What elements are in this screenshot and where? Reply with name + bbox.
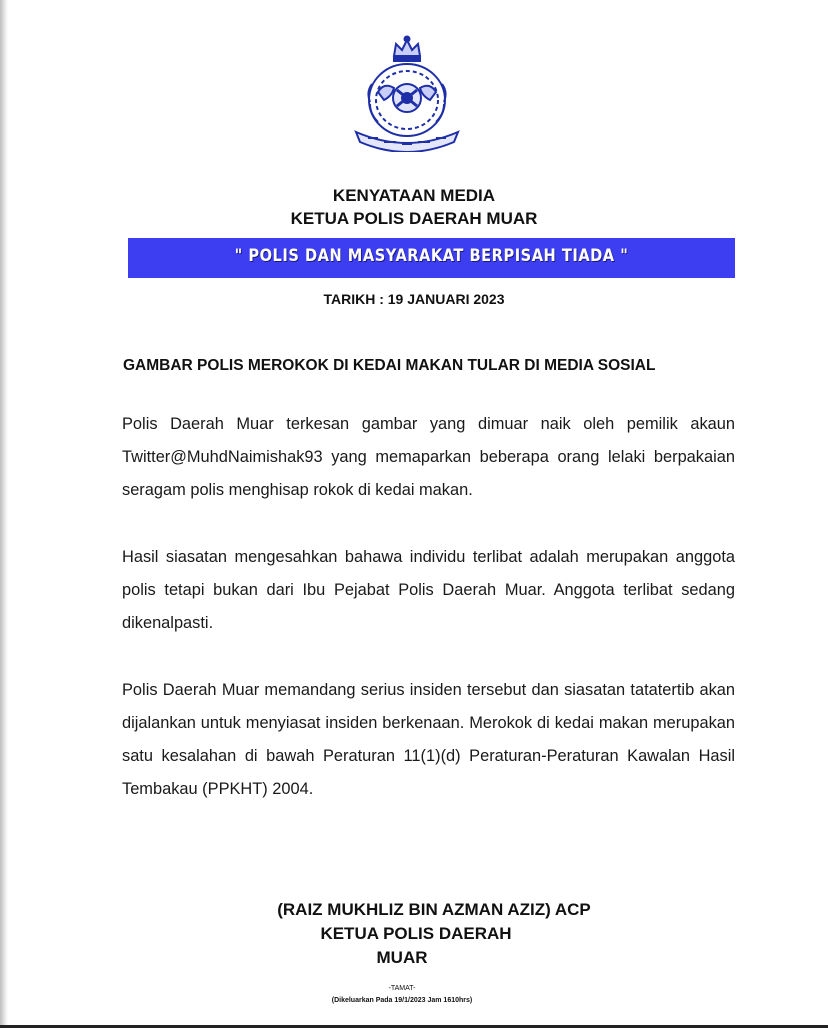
signatory-district: MUAR xyxy=(376,948,428,967)
issued-note: (Dikeluarkan Pada 19/1/2023 Jam 1610hrs) xyxy=(331,997,473,1004)
police-crest-icon xyxy=(348,34,466,152)
end-marker: -TAMAT- xyxy=(388,985,416,992)
signatory-title: KETUA POLIS DAERAH xyxy=(320,924,512,943)
motto-banner xyxy=(128,238,735,278)
statement-subject: GAMBAR POLIS MEROKOK DI KEDAI MAKAN TULAR DI MEDIA SOSIAL xyxy=(123,357,656,374)
header-subtitle: KETUA POLIS DAERAH MUAR xyxy=(290,209,538,228)
paragraph-1: Polis Daerah Muar terkesan gambar yang dimuar naik oleh pemilik akaun Twitter@MuhdNaimishak93 yang memaparkan beberapa orang lelaki berpakaian seragam polis menghisap rokok di kedai makan. xyxy=(122,415,735,499)
statement-date: TARIKH : 19 JANUARI 2023 xyxy=(323,291,505,307)
header-title: KENYATAAN MEDIA xyxy=(332,186,496,205)
paragraph-2: Hasil siasatan mengesahkan bahawa individu terlibat adalah merupakan anggota polis tetapi bukan dari Ibu Pejabat Polis Daerah Muar. Anggota terlibat sedang dikenalpasti. xyxy=(122,548,735,632)
paragraph-3: Polis Daerah Muar memandang serius insiden tersebut dan siasatan tatatertib akan dijalankan untuk menyiasat insiden berkenaan. Merokok di kedai makan merupakan satu kesalahan di bawah Peraturan 11(1)(d) Peraturan-Peraturan Kawalan Hasil Tembakau (PPKHT) 2004. xyxy=(122,681,735,798)
motto-text: " POLIS DAN MASYARAKAT BERPISAH TIADA " xyxy=(234,246,629,266)
page-edge-shadow xyxy=(0,0,8,1028)
signatory-name: (RAIZ MUKHLIZ BIN AZMAN AZIZ) ACP xyxy=(277,900,591,919)
